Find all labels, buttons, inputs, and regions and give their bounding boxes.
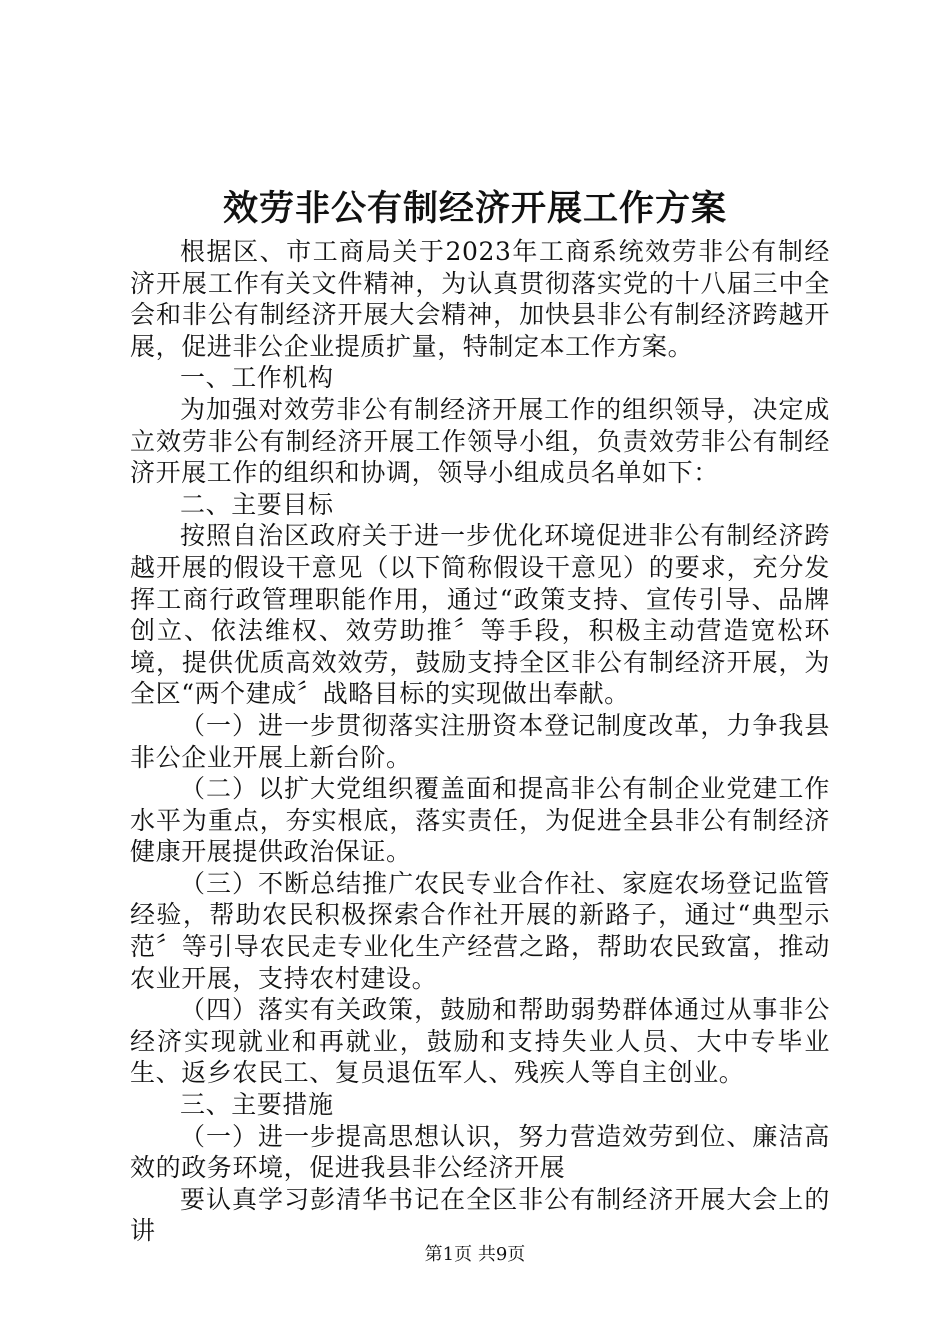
- goals-paragraph: 按照自治区政府关于进一步优化环境促进非公有制经济跨越开展的假设干意见（以下简称假设干意见）的要求，充分发挥工商行政管理职能作用，通过“政策支持、宣传引导、品牌创立、依法维权、效劳助推〞等手段，积极主动营造宽松环境，提供优质高效效劳，鼓励支持全区非公有制经济开展，为全区“两个建成〞战略目标的实现做出奉献。: [130, 521, 830, 709]
- goal-item-4: （四）落实有关政策，鼓励和帮助弱势群体通过从事非公经济实现就业和再就业，鼓励和支持失业人员、大中专毕业生、返乡农民工、复员退伍军人、残疾人等自主创业。: [130, 995, 830, 1088]
- page-number-footer: 第1页 共9页: [424, 1244, 526, 1265]
- goal-item-1: （一）进一步贯彻落实注册资本登记制度改革，力争我县非公企业开展上新台阶。: [130, 710, 830, 772]
- organization-paragraph: 为加强对效劳非公有制经济开展工作的组织领导，决定成立效劳非公有制经济开展工作领导小组，负责效劳非公有制经济开展工作的组织和协调，领导小组成员名单如下：: [130, 394, 830, 488]
- section-heading-goals: 二、主要目标: [180, 489, 334, 519]
- section-heading-organization: 一、工作机构: [180, 363, 334, 393]
- measure-item-1: （一）进一步提高思想认识，努力营造效劳到位、廉洁高效的政务环境，促进我县非公经济开展: [130, 1121, 830, 1183]
- document-title: 效劳非公有制经济开展工作方案: [222, 188, 727, 229]
- intro-paragraph: 根据区、市工商局关于2023年工商系统效劳非公有制经济开展工作有关文件精神，为认真贯彻落实党的十八届三中全会和非公有制经济开展大会精神，加快县非公有制经济跨越开展，促进非公企业提质扩量，特制定本工作方案。: [130, 237, 830, 361]
- goal-item-3: （三）不断总结推广农民专业合作社、家庭农场登记监管经验，帮助农民积极探索合作社开展的新路子，通过“典型示范〞等引导农民走专业化生产经营之路，帮助农民致富，推动农业开展，支持农村建设。: [130, 868, 830, 993]
- measure-paragraph: 要认真学习彭清华书记在全区非公有制经济开展大会上的讲: [130, 1184, 830, 1246]
- section-heading-measures: 三、主要措施: [180, 1090, 334, 1120]
- document-body: [130, 236, 830, 1247]
- goal-item-2: （二）以扩大党组织覆盖面和提高非公有制企业党建工作水平为重点，夯实根底，落实责任，为促进全县非公有制经济健康开展提供政治保证。: [130, 774, 830, 867]
